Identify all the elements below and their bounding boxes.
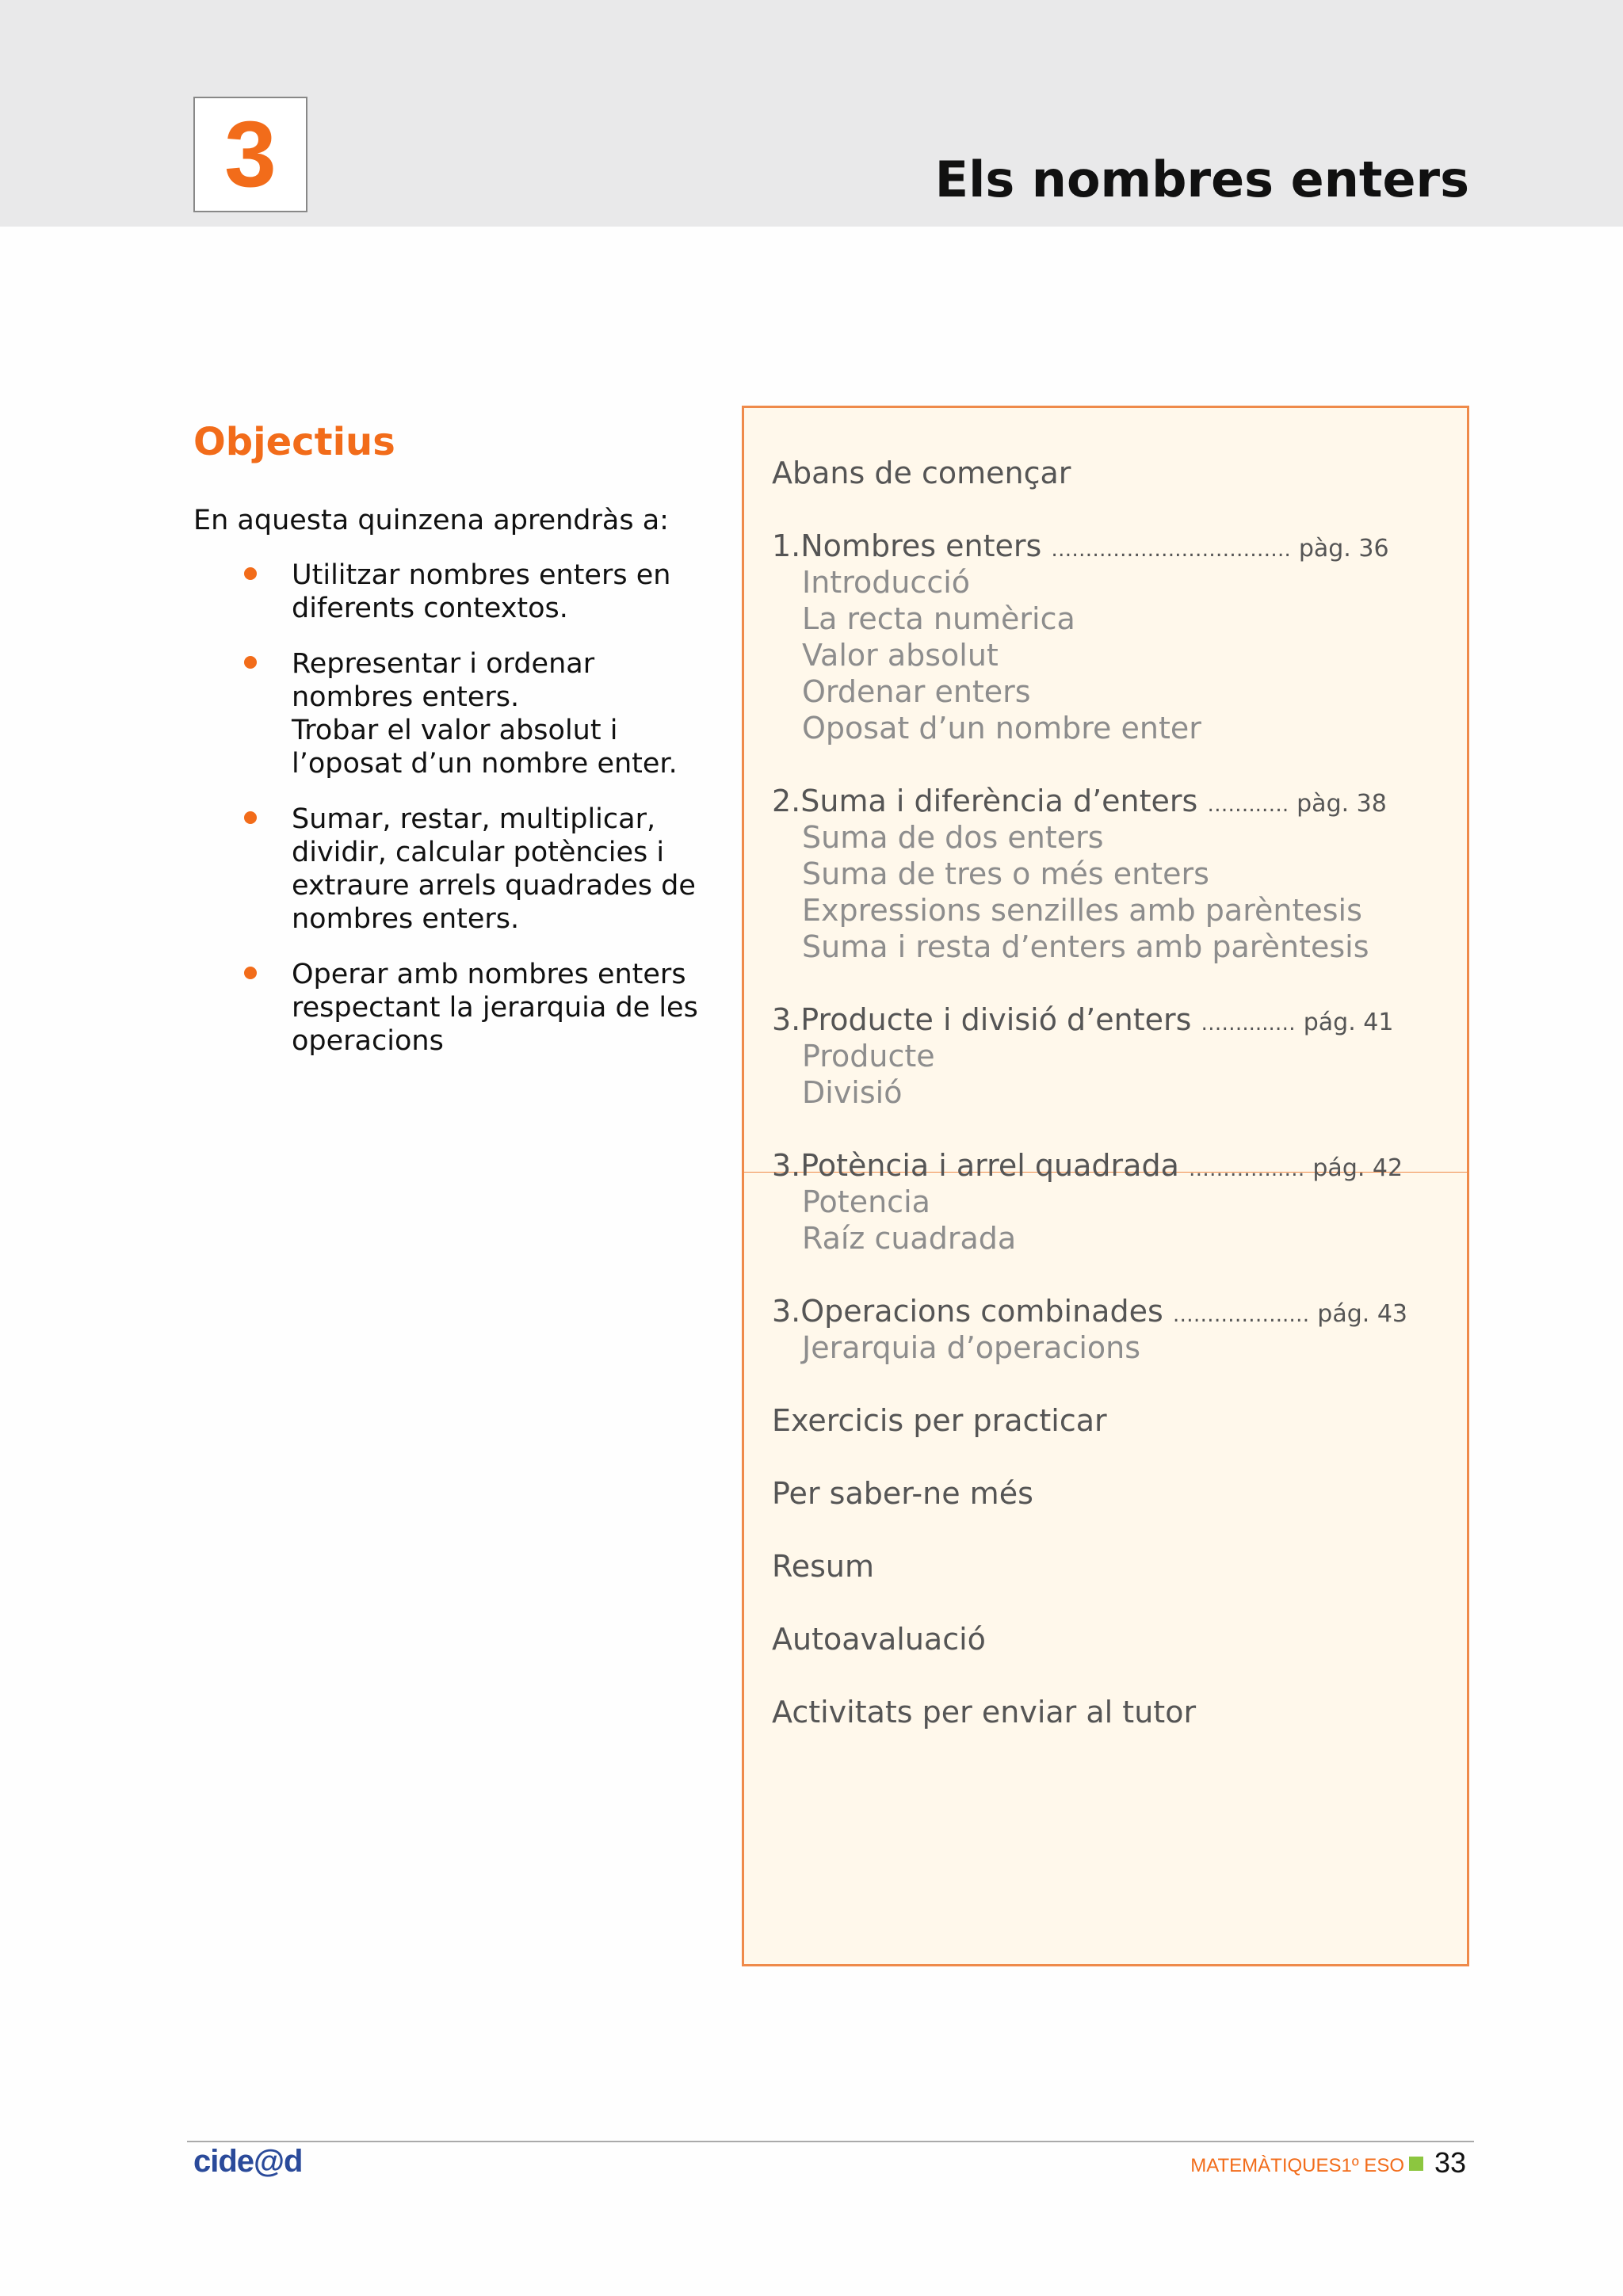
toc-subitem: Suma de tres o més enters <box>802 856 1209 891</box>
page-title: Els nombres enters <box>934 151 1469 208</box>
objective-text: extraure arrels quadrades de <box>292 870 696 902</box>
footer-divider <box>187 2141 1474 2142</box>
toc-subitem: Jerarquia d’operacions <box>802 1330 1141 1365</box>
toc-subitem: Oposat d’un nombre enter <box>802 711 1201 746</box>
toc-subitem: Divisió <box>802 1075 903 1110</box>
objectives-heading: Objectius <box>193 420 395 464</box>
objective-text: operacions <box>292 1025 444 1057</box>
toc-subitem: Raíz cuadrada <box>802 1221 1017 1256</box>
objective-item <box>193 958 716 1058</box>
toc-subitem: Suma de dos enters <box>802 820 1104 855</box>
toc-subitem: Ordenar enters <box>802 674 1031 709</box>
bullet-icon <box>244 967 257 979</box>
toc-dot-leader: …………..… <box>1188 1158 1305 1181</box>
toc-subitem: Introducció <box>802 565 971 600</box>
objective-text: Trobar el valor absolut i <box>292 715 618 746</box>
objective-text: respectant la jerarquia de les <box>292 992 698 1024</box>
toc-page-ref: pág. 41 <box>1303 1009 1394 1036</box>
chapter-number: 3 <box>224 102 277 207</box>
toc-dot-leader: ……………..… <box>1172 1303 1310 1327</box>
toc-subitem: Producte <box>802 1039 935 1074</box>
bullet-icon <box>244 656 257 669</box>
toc-extra-item: Autoavaluació <box>772 1622 986 1657</box>
toc-page-ref: pàg. 38 <box>1296 790 1387 818</box>
toc-page-ref: pág. 43 <box>1317 1300 1407 1328</box>
toc-section-title: 3.Operacions combinades <box>772 1294 1163 1329</box>
toc-section <box>772 528 1445 564</box>
objective-item <box>193 803 716 936</box>
toc-extra-item: Exercicis per practicar <box>772 1403 1107 1438</box>
toc-page-ref: pàg. 36 <box>1298 535 1389 563</box>
cidead-logo: cide@d <box>193 2144 303 2179</box>
toc-section-title: 3.Producte i divisió d’enters <box>772 1002 1192 1037</box>
toc-section <box>772 1001 1445 1038</box>
toc-subitem: Suma i resta d’enters amb parèntesis <box>802 929 1369 964</box>
objective-item <box>193 647 716 780</box>
chapter-number-box <box>193 97 307 212</box>
toc-intro: Abans de començar <box>772 456 1071 490</box>
toc-extra-item: Per saber-ne més <box>772 1476 1033 1511</box>
toc-section-title: 2.Suma i diferència d’enters <box>772 784 1198 818</box>
objective-text: nombres enters. <box>292 681 520 713</box>
toc-page-ref: pág. 42 <box>1312 1154 1403 1182</box>
toc-dot-leader: ……..…. <box>1207 793 1289 817</box>
objective-text: Utilitzar nombres enters en <box>292 559 671 591</box>
toc-section <box>772 1147 1445 1184</box>
objective-text: Operar amb nombres enters <box>292 959 686 990</box>
footer-square-icon <box>1409 2157 1423 2171</box>
footer-subject: MATEMÀTIQUES1º ESO <box>1190 2155 1404 2176</box>
objective-text: l’oposat d’un nombre enter. <box>292 748 678 780</box>
toc-dot-leader: ……………….……………. <box>1051 538 1291 562</box>
objective-text: Representar i ordenar <box>292 648 595 680</box>
toc-subitem: Potencia <box>802 1184 930 1219</box>
objective-text: nombres enters. <box>292 903 520 935</box>
table-of-contents <box>772 455 1445 1730</box>
objectives-intro: En aquesta quinzena aprendràs a: <box>193 505 669 536</box>
toc-subitem: Valor absolut <box>802 638 999 673</box>
objective-text: Sumar, restar, multiplicar, <box>292 803 656 835</box>
toc-subitem: La recta numèrica <box>802 601 1075 636</box>
objective-item <box>193 559 716 625</box>
bullet-icon <box>244 811 257 824</box>
bullet-icon <box>244 567 257 580</box>
toc-dot-leader: …….....… <box>1201 1012 1296 1035</box>
toc-extra-item: Activitats per enviar al tutor <box>772 1695 1197 1730</box>
toc-section-title: 3.Potència i arrel quadrada <box>772 1148 1179 1183</box>
objective-text: dividir, calcular potències i <box>292 837 665 868</box>
toc-section <box>772 1293 1445 1329</box>
objectives-list <box>193 559 716 1080</box>
toc-subitem: Expressions senzilles amb parèntesis <box>802 893 1362 928</box>
objective-text: diferents contextos. <box>292 593 568 624</box>
toc-extra-item: Resum <box>772 1549 874 1584</box>
toc-section <box>772 783 1445 819</box>
toc-section-title: 1.Nombres enters <box>772 528 1042 563</box>
page-number: 33 <box>1434 2146 1467 2179</box>
